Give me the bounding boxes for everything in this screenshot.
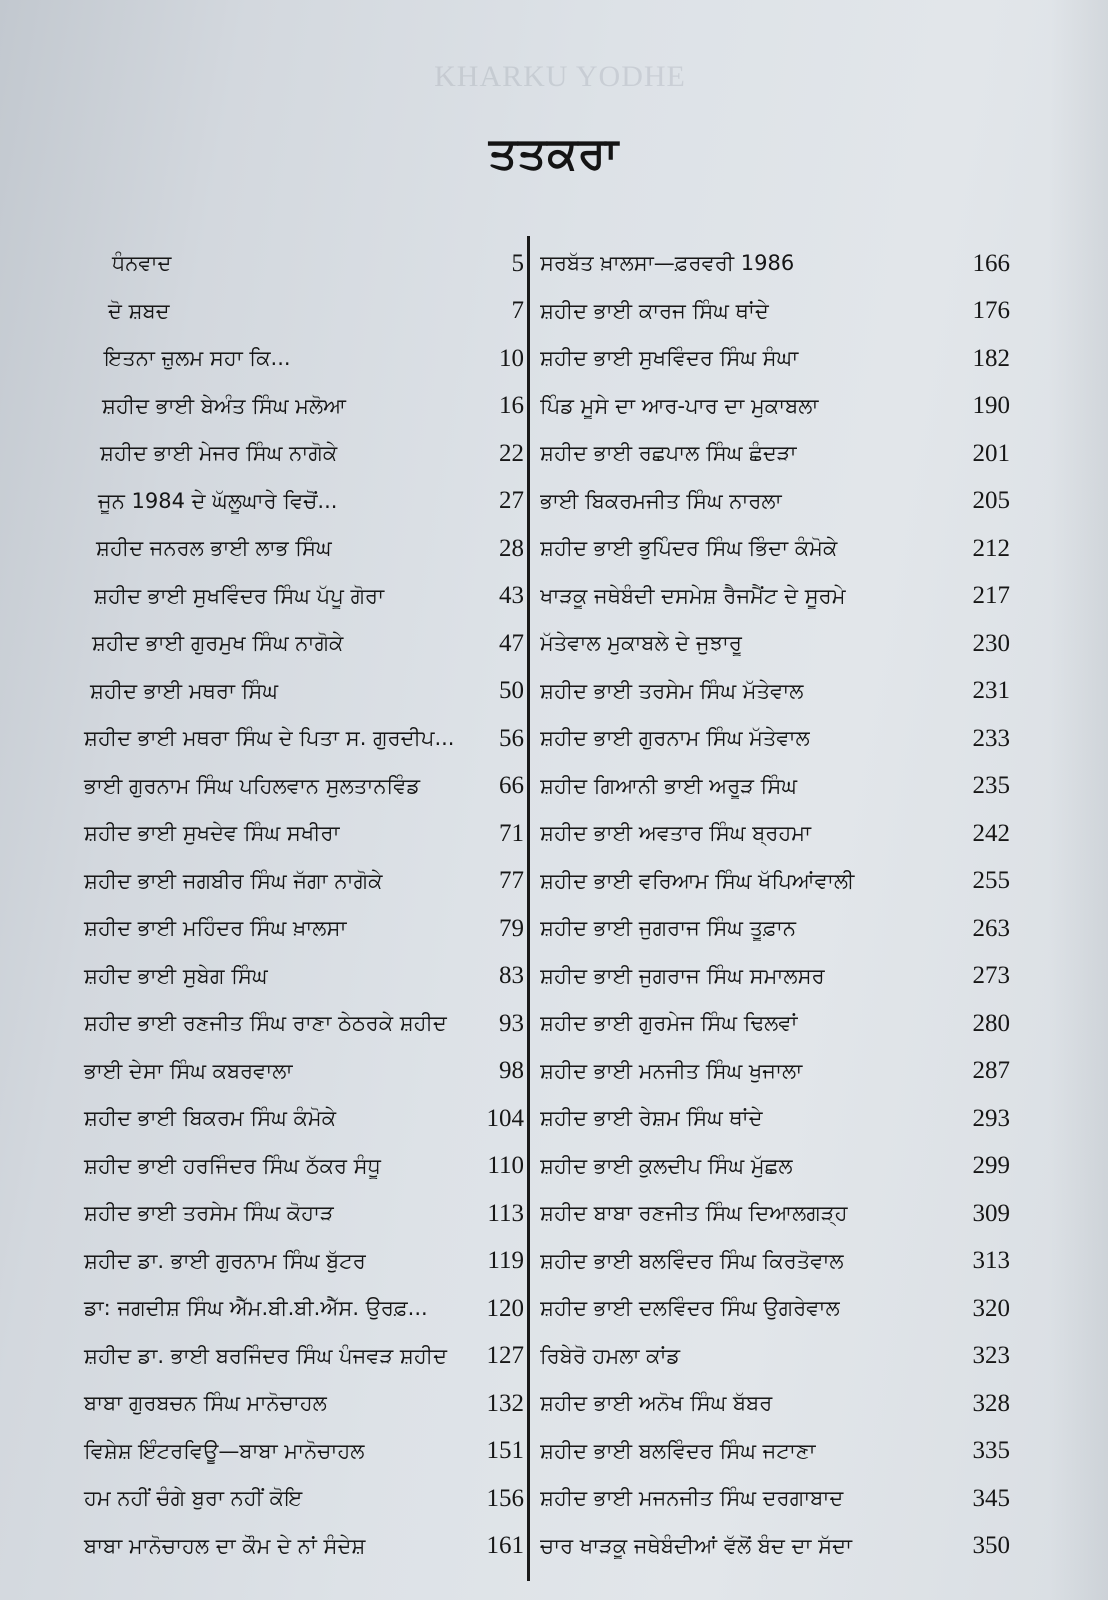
toc-entry-title: ਸ਼ਹੀਦ ਭਾਈ ਰਣਜੀਤ ਸਿੰਘ ਰਾਣਾ ਠੇਠਰਕੇ ਸ਼ਹੀਦ [84, 1011, 447, 1036]
toc-entry-title: ਧੰਨਵਾਦ [112, 251, 172, 276]
toc-entry-page-number: 43 [499, 582, 524, 610]
toc-entry-page-number: 120 [486, 1294, 524, 1322]
toc-entry [540, 763, 1010, 811]
toc-entry-title: ਸ਼ਹੀਦ ਭਾਈ ਮਥਰਾ ਸਿੰਘ [90, 678, 279, 703]
toc-entry [60, 1000, 530, 1048]
toc-entry-page-number: 299 [972, 1152, 1010, 1180]
toc-entry-title: ਵਿਸ਼ੇਸ਼ ਇੰਟਰਵਿਊ—ਬਾਬਾ ਮਾਨੋਚਾਹਲ [84, 1438, 365, 1463]
toc-entry-page-number: 127 [486, 1342, 524, 1370]
toc-entry [540, 858, 1010, 906]
toc-entry-page-number: 309 [972, 1199, 1010, 1227]
toc-entry [540, 1428, 1010, 1476]
toc-entry [540, 715, 1010, 763]
toc-entry-title: ਸ਼ਹੀਦ ਭਾਈ ਬਿਕਰਮ ਸਿੰਘ ਕੰਮੋਕੇ [84, 1106, 337, 1131]
toc-entry [60, 525, 530, 573]
toc-entry [540, 288, 1010, 336]
toc-entry-title: ਹਮ ਨਹੀਂ ਚੰਗੇ ਬੁਰਾ ਨਹੀਂ ਕੋਇ [84, 1486, 303, 1511]
toc-entry-title: ਸ਼ਹੀਦ ਭਾਈ ਜੁਗਰਾਜ ਸਿੰਘ ਸਮਾਲਸਰ [540, 963, 825, 988]
toc-entry [540, 525, 1010, 573]
toc-entry [60, 1285, 530, 1333]
toc-entry [60, 1475, 530, 1523]
toc-entry-page-number: 77 [499, 867, 524, 895]
toc-entry-title: ਸ਼ਹੀਦ ਭਾਈ ਬੇਅੰਤ ਸਿੰਘ ਮਲੋਆ [102, 393, 347, 418]
toc-right-column [540, 240, 1010, 1570]
toc-entry [60, 383, 530, 431]
toc-entry-title: ਇਤਨਾ ਜ਼ੁਲਮ ਸਹਾ ਕਿ... [104, 346, 291, 371]
toc-entry [540, 953, 1010, 1001]
toc-entry-title: ਸ਼ਹੀਦ ਭਾਈ ਜਗਬੀਰ ਸਿੰਘ ਜੱਗਾ ਨਾਗੋਕੇ [84, 868, 383, 893]
toc-entry [60, 1428, 530, 1476]
toc-entry-page-number: 166 [972, 249, 1010, 277]
toc-entry [60, 810, 530, 858]
toc-entry-title: ਸ਼ਹੀਦ ਭਾਈ ਮਨਜੀਤ ਸਿੰਘ ਖੁਜਾਲਾ [540, 1058, 803, 1083]
toc-entry-title: ਬਾਬਾ ਗੁਰਬਚਨ ਸਿੰਘ ਮਾਨੋਚਾਹਲ [84, 1391, 327, 1416]
toc-entry-title: ਸ਼ਹੀਦ ਭਾਈ ਭੁਪਿੰਦਰ ਸਿੰਘ ਭਿੰਦਾ ਕੰਮੋਕੇ [540, 536, 838, 561]
toc-entry [540, 430, 1010, 478]
toc-entry-page-number: 151 [486, 1437, 524, 1465]
toc-entry-page-number: 217 [972, 582, 1010, 610]
toc-entry-page-number: 212 [972, 534, 1010, 562]
toc-entry-page-number: 293 [972, 1104, 1010, 1132]
toc-entry-title: ਸ਼ਹੀਦ ਭਾਈ ਦਲਵਿੰਦਰ ਸਿੰਘ ਉਗਰੇਵਾਲ [540, 1296, 840, 1321]
toc-entry-page-number: 56 [499, 724, 524, 752]
toc-entry-page-number: 280 [972, 1009, 1010, 1037]
toc-entry-page-number: 230 [972, 629, 1010, 657]
toc-entry [60, 573, 530, 621]
toc-entry-page-number: 22 [499, 439, 524, 467]
toc-entry [540, 668, 1010, 716]
toc-entry-title: ਸ਼ਹੀਦ ਭਾਈ ਮਜਨਜੀਤ ਸਿੰਘ ਦਰਗਾਬਾਦ [540, 1486, 844, 1511]
toc-entry [60, 1095, 530, 1143]
toc-entry-page-number: 182 [972, 344, 1010, 372]
toc-entry-title: ਜੂਨ 1984 ਦੇ ਘੱਲੂਘਾਰੇ ਵਿਚੋਂ... [98, 488, 338, 513]
toc-entry-page-number: 287 [972, 1057, 1010, 1085]
toc-entry [540, 1380, 1010, 1428]
toc-entry [540, 1238, 1010, 1286]
toc-entry [60, 668, 530, 716]
toc-entry-title: ਖਾੜਕੂ ਜਥੇਬੰਦੀ ਦਸਮੇਸ਼ ਰੈਜਮੈਂਟ ਦੇ ਸੂਰਮੇ [540, 583, 846, 608]
toc-entry [60, 1333, 530, 1381]
toc-entry-page-number: 104 [486, 1104, 524, 1132]
toc-entry-title: ਸ਼ਹੀਦ ਭਾਈ ਸੁਬੇਗ ਸਿੰਘ [84, 963, 268, 988]
toc-entry-title: ਸ਼ਹੀਦ ਭਾਈ ਗੁਰਮੁਖ ਸਿੰਘ ਨਾਗੋਕੇ [92, 631, 344, 656]
toc-entry-page-number: 79 [499, 914, 524, 942]
toc-entry-title: ਸ਼ਹੀਦ ਬਾਬਾ ਰਣਜੀਤ ਸਿੰਘ ਦਿਆਲਗੜ੍ਹ [540, 1201, 848, 1226]
toc-entry [60, 1048, 530, 1096]
toc-entry-title: ਭਾਈ ਗੁਰਨਾਮ ਸਿੰਘ ਪਹਿਲਵਾਨ ਸੁਲਤਾਨਵਿੰਡ [84, 773, 421, 798]
toc-entry-page-number: 132 [486, 1389, 524, 1417]
toc-entry [540, 1333, 1010, 1381]
toc-entry-title: ਸ਼ਹੀਦ ਭਾਈ ਰਛਪਾਲ ਸਿੰਘ ਛੰਦੜਾ [540, 441, 797, 466]
toc-entry [60, 1380, 530, 1428]
toc-entry-page-number: 16 [499, 392, 524, 420]
toc-entry-title: ਸ਼ਹੀਦ ਭਾਈ ਅਵਤਾਰ ਸਿੰਘ ਬ੍ਰਹਮਾ [540, 821, 812, 846]
toc-entry [60, 1238, 530, 1286]
toc-entry-page-number: 156 [486, 1484, 524, 1512]
toc-entry-title: ਸ਼ਹੀਦ ਗਿਆਨੀ ਭਾਈ ਅਰੂੜ ਸਿੰਘ [540, 773, 798, 798]
toc-entry-title: ਸ਼ਹੀਦ ਭਾਈ ਗੁਰਮੇਜ ਸਿੰਘ ਢਿਲਵਾਂ [540, 1011, 798, 1036]
toc-entry [60, 335, 530, 383]
toc-entry-page-number: 255 [972, 867, 1010, 895]
toc-entry-title: ਡਾ: ਜਗਦੀਸ਼ ਸਿੰਘ ਐੱਮ.ਬੀ.ਬੀ.ਐੱਸ. ਉਰਫ਼... [84, 1296, 428, 1321]
toc-entry-page-number: 176 [972, 297, 1010, 325]
toc-entry [60, 1523, 530, 1571]
toc-entry-title: ਸ਼ਹੀਦ ਭਾਈ ਤਰਸੇਮ ਸਿੰਘ ਕੋਹਾੜ [84, 1201, 334, 1226]
toc-entry-page-number: 345 [972, 1484, 1010, 1512]
toc-entry-page-number: 313 [972, 1247, 1010, 1275]
toc-entry [60, 430, 530, 478]
toc-entry-title: ਪਿੰਡ ਮੂਸੇ ਦਾ ਆਰ-ਪਾਰ ਦਾ ਮੁਕਾਬਲਾ [540, 393, 819, 418]
toc-entry-page-number: 7 [511, 297, 524, 325]
toc-entry-title: ਸ਼ਹੀਦ ਭਾਈ ਸੁਖਵਿੰਦਰ ਸਿੰਘ ਸੰਘਾ [540, 346, 799, 371]
toc-entry-page-number: 190 [972, 392, 1010, 420]
toc-entry-page-number: 205 [972, 487, 1010, 515]
toc-entry-page-number: 335 [972, 1437, 1010, 1465]
toc-entry-page-number: 98 [499, 1057, 524, 1085]
toc-entry-page-number: 161 [486, 1532, 524, 1560]
toc-entry-page-number: 71 [499, 819, 524, 847]
toc-entry [540, 1190, 1010, 1238]
toc-entry [540, 620, 1010, 668]
toc-entry-title: ਸ਼ਹੀਦ ਭਾਈ ਮੇਜਰ ਸਿੰਘ ਨਾਗੋਕੇ [100, 441, 338, 466]
toc-entry-page-number: 263 [972, 914, 1010, 942]
toc-entry-title: ਚਾਰ ਖਾੜਕੂ ਜਥੇਬੰਦੀਆਂ ਵੱਲੋਂ ਬੰਦ ਦਾ ਸੱਦਾ [540, 1533, 853, 1558]
toc-entry-title: ਸ਼ਹੀਦ ਭਾਈ ਮਥਰਾ ਸਿੰਘ ਦੇ ਪਿਤਾ ਸ. ਗੁਰਦੀਪ... [84, 726, 455, 751]
toc-entry-page-number: 93 [499, 1009, 524, 1037]
toc-entry-title: ਸ਼ਹੀਦ ਭਾਈ ਸੁਖਦੇਵ ਸਿੰਘ ਸਖੀਰਾ [84, 821, 340, 846]
toc-entry [60, 953, 530, 1001]
toc-entry-title: ਸ਼ਹੀਦ ਭਾਈ ਗੁਰਨਾਮ ਸਿੰਘ ਮੱਤੇਵਾਲ [540, 726, 810, 751]
toc-entry [540, 1095, 1010, 1143]
toc-entry [60, 240, 530, 288]
toc-entry-page-number: 83 [499, 962, 524, 990]
toc-entry [60, 763, 530, 811]
toc-entry-page-number: 201 [972, 439, 1010, 467]
toc-entry-title: ਸ਼ਹੀਦ ਡਾ. ਭਾਈ ਬਰਜਿੰਦਰ ਸਿੰਘ ਪੰਜਵੜ ਸ਼ਹੀਦ [84, 1343, 447, 1368]
toc-entry [540, 335, 1010, 383]
toc-entry-page-number: 328 [972, 1389, 1010, 1417]
page-title: ਤਤਕਰਾ [488, 128, 620, 179]
toc-entry-page-number: 28 [499, 534, 524, 562]
toc-entry [540, 1523, 1010, 1571]
toc-entry [60, 715, 530, 763]
toc-entry-title: ਸ਼ਹੀਦ ਭਾਈ ਸੁਖਵਿੰਦਰ ਸਿੰਘ ਪੱਪੂ ਗੋਰਾ [94, 583, 385, 608]
toc-entry-page-number: 27 [499, 487, 524, 515]
toc-entry-page-number: 235 [972, 772, 1010, 800]
toc-entry-title: ਸ਼ਹੀਦ ਡਾ. ਭਾਈ ਗੁਰਨਾਮ ਸਿੰਘ ਬੁੱਟਰ [84, 1248, 366, 1273]
toc-entry-page-number: 5 [511, 249, 524, 277]
toc-entry-page-number: 242 [972, 819, 1010, 847]
toc-entry-page-number: 66 [499, 772, 524, 800]
toc-left-column [60, 240, 530, 1570]
toc-entry-page-number: 47 [499, 629, 524, 657]
toc-entry [60, 1143, 530, 1191]
toc-entry [540, 478, 1010, 526]
toc-entry-title: ਬਾਬਾ ਮਾਨੋਚਾਹਲ ਦਾ ਕੌਮ ਦੇ ਨਾਂ ਸੰਦੇਸ਼ [84, 1533, 366, 1558]
toc-entry-title: ਸ਼ਹੀਦ ਭਾਈ ਰੇਸ਼ਮ ਸਿੰਘ ਥਾਂਦੇ [540, 1106, 763, 1131]
toc-entry-page-number: 119 [487, 1247, 524, 1275]
toc-entry-title: ਸ਼ਹੀਦ ਭਾਈ ਹਰਜਿੰਦਰ ਸਿੰਘ ਠੱਕਰ ਸੰਧੂ [84, 1153, 381, 1178]
toc-entry-title: ਸ਼ਹੀਦ ਭਾਈ ਕੁਲਦੀਪ ਸਿੰਘ ਮੁੱਛਲ [540, 1153, 793, 1178]
toc-entry-title: ਸ਼ਹੀਦ ਜਨਰਲ ਭਾਈ ਲਾਭ ਸਿੰਘ [96, 536, 332, 561]
toc-entry [540, 1048, 1010, 1096]
toc-entry [540, 573, 1010, 621]
toc-entry-page-number: 320 [972, 1294, 1010, 1322]
toc-entry-title: ਸ਼ਹੀਦ ਭਾਈ ਜੁਗਰਾਜ ਸਿੰਘ ਤੂਫ਼ਾਨ [540, 916, 796, 941]
toc-entry-title: ਰਿਬੇਰੋ ਹਮਲਾ ਕਾਂਡ [540, 1343, 681, 1368]
toc-entry-page-number: 231 [972, 677, 1010, 705]
toc-entry-title: ਸ਼ਹੀਦ ਭਾਈ ਤਰਸੇਮ ਸਿੰਘ ਮੱਤੇਵਾਲ [540, 678, 804, 703]
toc-entry [540, 905, 1010, 953]
toc-entry [540, 1475, 1010, 1523]
toc-entry-page-number: 323 [972, 1342, 1010, 1370]
toc-entry [60, 1190, 530, 1238]
toc-entry-title: ਸ਼ਹੀਦ ਭਾਈ ਕਾਰਜ ਸਿੰਘ ਥਾਂਦੇ [540, 298, 769, 323]
toc-entry [540, 383, 1010, 431]
toc-entry-title: ਸ਼ਹੀਦ ਭਾਈ ਵਰਿਆਮ ਸਿੰਘ ਖੱਪਿਆਂਵਾਲੀ [540, 868, 855, 893]
toc-entry [60, 288, 530, 336]
toc-entry-title: ਮੱਤੇਵਾਲ ਮੁਕਾਬਲੇ ਦੇ ਜੁਝਾਰੂ [540, 631, 742, 656]
toc-entry-page-number: 350 [972, 1532, 1010, 1560]
toc-entry-title: ਭਾਈ ਬਿਕਰਮਜੀਤ ਸਿੰਘ ਨਾਰਲਾ [540, 488, 782, 513]
toc-entry [60, 858, 530, 906]
bleed-through-title: KHARKU YODHE [434, 60, 686, 93]
toc-entry [540, 1000, 1010, 1048]
toc-entry-title: ਦੋ ਸ਼ਬਦ [108, 298, 170, 323]
toc-entry-title: ਸ਼ਹੀਦ ਭਾਈ ਮਹਿੰਦਰ ਸਿੰਘ ਖ਼ਾਲਸਾ [84, 916, 347, 941]
toc-entry-page-number: 10 [499, 344, 524, 372]
toc-entry [60, 905, 530, 953]
toc-entry [60, 478, 530, 526]
toc-entry-title: ਸ਼ਹੀਦ ਭਾਈ ਬਲਵਿੰਦਰ ਸਿੰਘ ਕਿਰਤੋਵਾਲ [540, 1248, 844, 1273]
page-edge-shadow [1048, 0, 1108, 1600]
toc-entry-title: ਸ਼ਹੀਦ ਭਾਈ ਬਲਵਿੰਦਰ ਸਿੰਘ ਜਟਾਣਾ [540, 1438, 816, 1463]
toc-entry [540, 810, 1010, 858]
toc-entry-page-number: 50 [499, 677, 524, 705]
toc-entry-page-number: 110 [487, 1152, 524, 1180]
toc-entry-title: ਸਰਬੱਤ ਖ਼ਾਲਸਾ—ਫ਼ਰਵਰੀ 1986 [540, 251, 795, 276]
toc-entry-page-number: 233 [972, 724, 1010, 752]
toc-entry [540, 1285, 1010, 1333]
toc-entry [540, 1143, 1010, 1191]
toc-entry-page-number: 113 [487, 1199, 524, 1227]
toc-entry [540, 240, 1010, 288]
toc-entry-title: ਭਾਈ ਦੇਸਾ ਸਿੰਘ ਕਬਰਵਾਲਾ [84, 1058, 293, 1083]
toc-entry [60, 620, 530, 668]
toc-entry-page-number: 273 [972, 962, 1010, 990]
toc-entry-title: ਸ਼ਹੀਦ ਭਾਈ ਅਨੋਖ ਸਿੰਘ ਬੱਬਰ [540, 1391, 773, 1416]
